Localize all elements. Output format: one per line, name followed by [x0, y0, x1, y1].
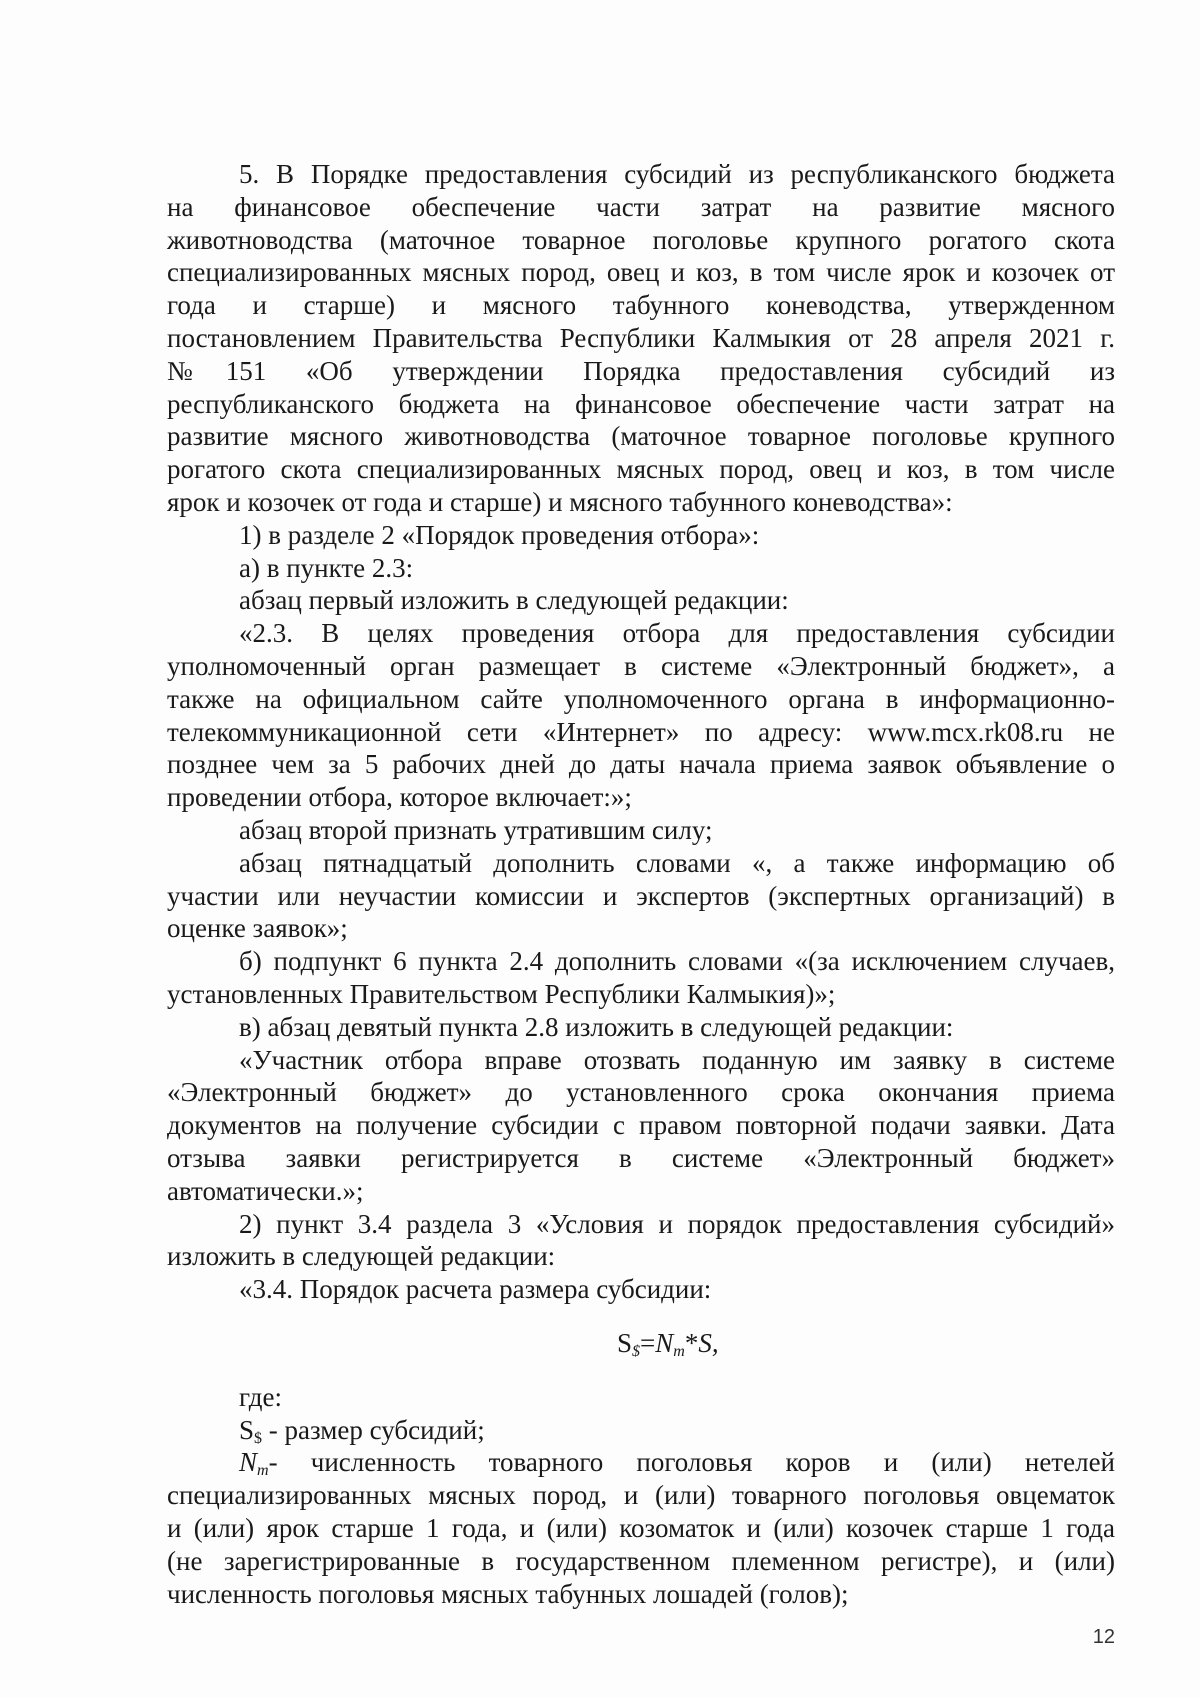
where-nm-definition-line-5: численность поголовья мясных табунных лошадей (голов);: [167, 1578, 849, 1609]
quote-2-8-line-2: «Электронный бюджет» до установленного срока окончания приема: [167, 1077, 1115, 1108]
formula-n-symbol: N: [655, 1327, 674, 1358]
where-nm-definition-line-2: специализированных мясных пород, и (или) товарного поголовья овцематок: [167, 1480, 1115, 1511]
ss-subscript: $: [254, 1429, 263, 1447]
quote-2-8-line-4: отзыва заявки регистрируется в системе «Электронный бюджет»: [167, 1142, 1115, 1173]
abzac-15-line-2: участии или неучастии комиссии и экспертов (экспертных организаций) в: [167, 880, 1115, 911]
ss-text: - размер субсидий;: [262, 1414, 485, 1445]
formula-s-symbol: S: [617, 1327, 633, 1358]
item-2-line-2: изложить в следующей редакции:: [167, 1241, 556, 1272]
item-b-line-2: установленных Правительством Республики Калмыкия)»;: [167, 978, 836, 1009]
nm-text: - численность товарного поголовья коров и (или) нетелей: [268, 1447, 1115, 1478]
page-number: 12: [1092, 1626, 1115, 1648]
formula-multiply: *: [684, 1327, 699, 1358]
where-label: где:: [239, 1381, 282, 1412]
quote-2-3-line-2: уполномоченный орган размещает в системе «Электронный бюджет», а: [167, 650, 1115, 681]
paragraph-5-line-5: года и старше) и мясного табунного коневодства, утвержденном: [167, 290, 1115, 321]
quote-2-8-line-1: «Участник отбора вправе отозвать поданную им заявку в системе: [239, 1044, 1115, 1075]
paragraph-5-line-1: 5. В Порядке предоставления субсидий из республиканского бюджета: [239, 159, 1115, 189]
where-nm-definition-line-1: [167, 1446, 1115, 1479]
where-ss-definition: [167, 1414, 1115, 1447]
quote-2-3-line-4: телекоммуникационной сети «Интернет» по адресу: www.mcx.rk08.ru не: [167, 716, 1115, 747]
where-nm-definition-line-4: (не зарегистрированные в государственном племенном регистре), и (или): [167, 1545, 1115, 1576]
formula-n-subscript: m: [673, 1342, 685, 1360]
nm-symbol: N: [239, 1447, 258, 1478]
paragraph-5-line-4: специализированных мясных пород, овец и коз, в том числе ярок и козочек от: [167, 257, 1115, 288]
paragraph-5-line-9: развитие мясного животноводства (маточное товарное поголовье крупного: [167, 421, 1115, 452]
abzac-15-line-1: абзац пятнадцатый дополнить словами «, а также информацию об: [239, 847, 1115, 878]
item-1-abzac-first: абзац первый изложить в следующей редакции:: [239, 585, 789, 616]
paragraph-5-line-7: №151 «Об утверждении Порядка предоставления субсидий из: [167, 355, 1115, 386]
abzac-15-line-3: оценке заявок»;: [167, 913, 348, 944]
abzac-second: абзац второй признать утратившим силу;: [239, 814, 713, 845]
ss-symbol: S: [239, 1414, 255, 1445]
paragraph-5-line-10: рогатого скота специализированных мясных пород, овец и коз, в том числе: [167, 454, 1115, 485]
formula-s-subscript: $: [632, 1342, 641, 1360]
quote-2-3-line-1: «2.3. В целях проведения отбора для предоставления субсидии: [239, 618, 1115, 649]
item-v: в) абзац девятый пункта 2.8 изложить в следующей редакции:: [239, 1011, 954, 1042]
document-body: [167, 158, 1115, 1610]
formula-equals: =: [640, 1327, 656, 1358]
paragraph-5-line-11: ярок и козочек от года и старше) и мясного табунного коневодства»:: [167, 486, 953, 517]
quote-2-8-line-3: документов на получение субсидии с правом повторной подачи заявки. Дата: [167, 1110, 1115, 1141]
paragraph-5-line-6: постановлением Правительства Республики Калмыкия от 28 апреля 2021 г.: [167, 322, 1115, 353]
paragraph-5-line-8: республиканского бюджета на финансовое обеспечение части затрат на: [167, 388, 1115, 419]
quote-2-3-line-5: позднее чем за 5 рабочих дней до даты начала приема заявок объявление о: [167, 749, 1115, 780]
where-nm-definition-line-3: и (или) ярок старше 1 года, и (или) козоматок и (или) козочек старше 1 года: [167, 1513, 1115, 1544]
quote-2-8-line-5: автоматически.»;: [167, 1175, 364, 1206]
nm-subscript: m: [257, 1462, 269, 1480]
item-1-heading: 1) в разделе 2 «Порядок проведения отбора»:: [239, 519, 760, 550]
quote-2-3-line-3: также на официальном сайте уполномоченного органа в информационно-: [167, 683, 1115, 714]
item-1-subitem-a: а) в пункте 2.3:: [239, 552, 414, 583]
paragraph-5-line-3: животноводства (маточное товарное поголовье крупного рогатого скота: [167, 224, 1115, 255]
item-2-line-1: 2) пункт 3.4 раздела 3 «Условия и порядок предоставления субсидий»: [239, 1208, 1115, 1239]
subsidy-formula: [167, 1306, 1115, 1381]
paragraph-5-line-2: на финансовое обеспечение части затрат на развитие мясного: [167, 191, 1115, 222]
item-2-line-3: «3.4. Порядок расчета размера субсидии:: [239, 1274, 712, 1305]
quote-2-3-line-6: проведении отбора, которое включает:»;: [167, 782, 632, 813]
formula-s2-symbol: S,: [698, 1327, 719, 1358]
item-b-line-1: б) подпункт 6 пункта 2.4 дополнить словами «(за исключением случаев,: [239, 946, 1115, 977]
